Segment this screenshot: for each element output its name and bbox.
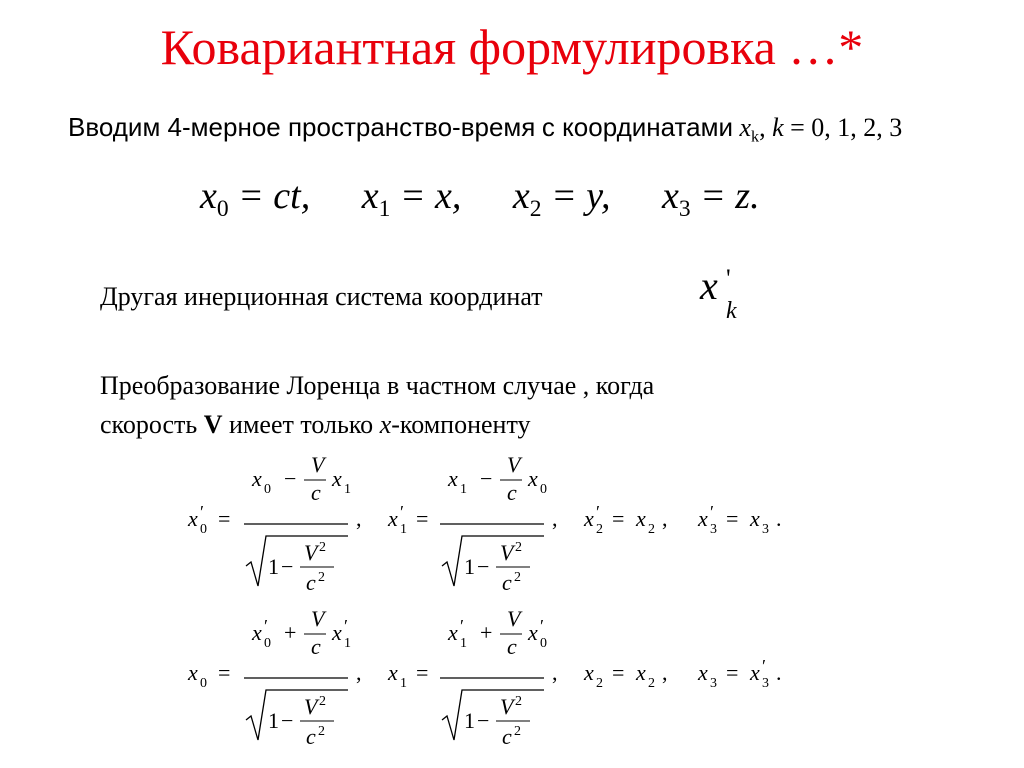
formula-V: V [507, 452, 521, 477]
formula-comma: , [356, 506, 362, 531]
intro-comma: , [759, 113, 766, 142]
coord-x1: $x_1 = x$, [361, 175, 462, 223]
formula-equals: = [612, 506, 625, 531]
intro-values: = 0, 1, 2, 3 [790, 113, 903, 142]
formula-var: x [636, 660, 646, 685]
formula-one: 1 [464, 554, 475, 579]
formula-V: V [304, 540, 318, 565]
formula-subscript: 3 [762, 676, 769, 691]
coord-x3: $x_3 = z$. [661, 175, 760, 223]
formula-subscript: 3 [710, 522, 717, 537]
formula-comma: , [552, 506, 558, 531]
formula-comma: , [552, 660, 558, 685]
formula-operator: + [480, 620, 493, 645]
page-title: Ковариантная формулировка …* [160, 19, 864, 75]
formula-operator: − [284, 466, 297, 491]
formula-equals: = [612, 660, 625, 685]
formula-c: c [502, 570, 512, 595]
formula-prime: ′ [344, 616, 348, 636]
formula-var: x [698, 660, 708, 685]
formula-subscript: 0 [540, 482, 547, 497]
lorentz-line-2: скорость V имеет только x-компоненту [100, 410, 531, 439]
intro-x-sub: k [751, 128, 760, 146]
formula-var: x [188, 506, 198, 531]
formula-c: c [306, 724, 316, 749]
formula-var: x [698, 506, 708, 531]
lorentz-line-1: Преобразование Лоренца в частном случае , когда [100, 371, 655, 400]
formula-exponent: 2 [514, 570, 521, 585]
direct-transformation [187, 452, 782, 595]
formula-operator: − [477, 554, 490, 579]
formula-var: x [448, 620, 458, 645]
formula-var: x [448, 466, 458, 491]
formula-subscript: 1 [344, 636, 351, 651]
formula-subscript: 3 [710, 676, 717, 691]
formula-prime: ′ [264, 616, 268, 636]
formula-equals: = [416, 660, 429, 685]
formula-subscript: 0 [540, 636, 547, 651]
formula-one: 1 [268, 554, 279, 579]
formula-c: c [507, 480, 517, 505]
formula-operator: − [281, 708, 294, 733]
formula-var: x [188, 660, 198, 685]
formula-comma: , [662, 506, 668, 531]
formula-prime: ′ [762, 656, 766, 676]
intro-line [68, 112, 903, 146]
formula-exponent: 2 [319, 694, 326, 709]
formula-var: x [636, 506, 646, 531]
lorentz-paragraph [100, 366, 654, 444]
other-system-symbol: x ' k [700, 263, 737, 324]
formula-subscript: 0 [200, 522, 207, 537]
formula-subscript: 1 [344, 482, 351, 497]
formula-exponent: 2 [319, 540, 326, 555]
sqrt-sign [442, 536, 544, 586]
formula-equals: = [726, 660, 739, 685]
formula-operator: + [284, 620, 297, 645]
formula-var: x [332, 620, 342, 645]
formula-one: 1 [464, 708, 475, 733]
formula-exponent: 2 [318, 724, 325, 739]
formula-prime: ′ [710, 502, 714, 522]
formula-c: c [507, 634, 517, 659]
sqrt-sign [442, 690, 544, 740]
formula-c: c [502, 724, 512, 749]
formula-var: x [750, 660, 760, 685]
formula-equals: = [726, 506, 739, 531]
formula-subscript: 0 [200, 676, 207, 691]
formula-var: x [388, 660, 398, 685]
formula-period: . [776, 506, 782, 531]
formula-prime: ′ [540, 616, 544, 636]
formula-var: x [584, 660, 594, 685]
formula-subscript: 0 [264, 636, 271, 651]
coord-x2: $x_2 = y$, [512, 175, 611, 223]
sqrt-sign [246, 536, 348, 586]
formula-prime: ′ [200, 502, 204, 522]
formula-exponent: 2 [515, 694, 522, 709]
formula-var: x [750, 506, 760, 531]
formula-var: x [528, 620, 538, 645]
other-system-prime: ' [726, 264, 731, 293]
formula-subscript: 1 [460, 636, 467, 651]
formula-subscript: 2 [596, 676, 603, 691]
formula-V: V [311, 452, 325, 477]
formula-V: V [311, 606, 325, 631]
formula-prime: ′ [596, 502, 600, 522]
formula-V: V [500, 694, 514, 719]
formula-exponent: 2 [515, 540, 522, 555]
formula-equals: = [218, 660, 231, 685]
formula-subscript: 1 [400, 676, 407, 691]
formula-c: c [306, 570, 316, 595]
formula-equals: = [416, 506, 429, 531]
formula-V: V [304, 694, 318, 719]
lorentz-formulas [0, 440, 1024, 768]
formula-subscript: 2 [648, 676, 655, 691]
formula-subscript: 1 [460, 482, 467, 497]
formula-subscript: 3 [762, 522, 769, 537]
inverse-transformation [187, 606, 782, 749]
formula-V: V [507, 606, 521, 631]
formula-var: x [584, 506, 594, 531]
formula-prime: ′ [400, 502, 404, 522]
formula-c: c [311, 634, 321, 659]
formula-subscript: 0 [264, 482, 271, 497]
formula-prime: ′ [460, 616, 464, 636]
formula-var: x [332, 466, 342, 491]
other-system-sub: k [726, 298, 737, 324]
formula-comma: , [662, 660, 668, 685]
formula-var: x [388, 506, 398, 531]
coordinate-definitions [200, 174, 802, 223]
formula-subscript: 2 [596, 522, 603, 537]
formula-exponent: 2 [514, 724, 521, 739]
formula-equals: = [218, 506, 231, 531]
intro-text: Вводим 4-мерное пространство-время [68, 112, 536, 142]
formula-comma: , [356, 660, 362, 685]
formula-var: x [252, 466, 262, 491]
formula-var: x [528, 466, 538, 491]
formula-operator: − [281, 554, 294, 579]
formula-subscript: 2 [648, 522, 655, 537]
other-system-text: Другая инерционная система координат [100, 282, 543, 311]
intro-x: x [739, 113, 752, 142]
formula-one: 1 [268, 708, 279, 733]
intro-k: k [772, 113, 784, 142]
formula-c: c [311, 480, 321, 505]
formula-exponent: 2 [318, 570, 325, 585]
formula-var: x [252, 620, 262, 645]
intro-text-2: с координатами [541, 112, 733, 142]
formula-period: . [776, 660, 782, 685]
coord-x0: $x_0$ = ct, [200, 175, 311, 223]
formula-operator: − [477, 708, 490, 733]
formula-operator: − [480, 466, 493, 491]
formula-V: V [500, 540, 514, 565]
sqrt-sign [246, 690, 348, 740]
formula-subscript: 1 [400, 522, 407, 537]
